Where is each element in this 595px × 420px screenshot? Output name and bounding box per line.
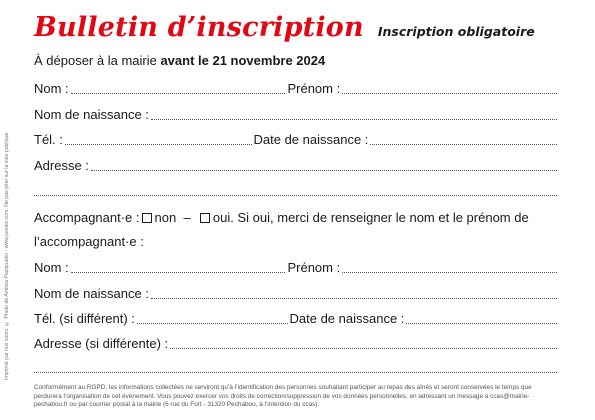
rgpd-notice: Conformément au RGPD, les informations collectées ne serviront qu’à l’identification des personnes souhaitant participer au repas des aînés et seront conservées le temps que perdurera l’organisation de cet évènement. Vous pouvez exercer vos droits de correction/suppression de vos données personnelles, en adressant un message à ccas@mairie-pechabou.fr ou par courrier postal à la mairie (6 rue du Fort - 31320 Pechabou, à l’intention du ccas). — [34, 384, 532, 409]
adresse-field-line-2[interactable] — [34, 185, 557, 196]
separator-dash: – — [183, 210, 191, 225]
date-naissance-label: Date de naissance : — [253, 132, 369, 147]
companion-address-row — [34, 333, 559, 351]
oui-checkbox[interactable] — [200, 213, 210, 223]
companion-tel-label: Tél. (si différent) : — [34, 311, 135, 326]
tel-label: Tél. : — [34, 132, 63, 147]
companion-tel-field[interactable] — [137, 313, 288, 324]
companion-adresse-field-line-2[interactable] — [34, 362, 557, 373]
companion-address-row-2 — [34, 357, 559, 375]
companion-nom-field[interactable] — [71, 262, 286, 273]
companion-birthname-row — [34, 283, 559, 301]
deposit-instruction-prefix: À déposer à la mairie — [34, 53, 161, 68]
companion-nom-naissance-field[interactable] — [151, 288, 557, 299]
nom-naissance-field[interactable] — [151, 109, 557, 120]
adresse-field[interactable] — [91, 160, 557, 171]
adresse-label: Adresse : — [34, 158, 89, 173]
date-naissance-field[interactable] — [370, 134, 557, 145]
companion-adresse-label: Adresse (si différente) : — [34, 336, 169, 351]
participant-phone-row — [34, 129, 559, 147]
form-subtitle: Inscription obligatoire — [377, 24, 535, 39]
oui-label: oui. Si oui, merci de renseigner le nom et le prénom de l’accompagnant·e : — [34, 210, 529, 249]
prenom-field[interactable] — [342, 83, 557, 94]
non-label: non — [154, 210, 177, 225]
participant-name-row — [34, 78, 559, 96]
nom-field[interactable] — [71, 83, 286, 94]
companion-prenom-label: Prénom : — [287, 260, 341, 275]
companion-prenom-field[interactable] — [342, 262, 557, 273]
companion-adresse-field[interactable] — [170, 338, 557, 349]
deposit-instruction — [34, 53, 325, 68]
participant-address-row-2 — [34, 180, 559, 198]
non-checkbox[interactable] — [142, 213, 152, 223]
companion-label: Accompagnant·e : — [34, 210, 140, 225]
form-title: Bulletin d’inscription — [34, 12, 364, 43]
participant-birthname-row — [34, 104, 559, 122]
tel-field[interactable] — [65, 134, 252, 145]
deposit-deadline: avant le 21 novembre 2024 — [160, 53, 326, 68]
companion-date-naissance-label: Date de naissance : — [289, 311, 405, 326]
companion-phone-row — [34, 308, 559, 326]
prenom-label: Prénom : — [287, 81, 341, 96]
companion-name-row — [34, 257, 559, 275]
form-header — [34, 12, 535, 43]
participant-address-row — [34, 155, 559, 173]
nom-naissance-label: Nom de naissance : — [34, 107, 149, 122]
companion-date-naissance-field[interactable] — [406, 313, 557, 324]
companion-nom-label: Nom : — [34, 260, 69, 275]
nom-label: Nom : — [34, 81, 69, 96]
companion-question — [34, 206, 559, 254]
companion-nom-naissance-label: Nom de naissance : — [34, 286, 149, 301]
side-credit-note: Imprimé par nos soins. © Photo de Andrea Piacquadio - www.pexels.com. Ne pas jeter sur la voie publique. — [4, 131, 10, 380]
